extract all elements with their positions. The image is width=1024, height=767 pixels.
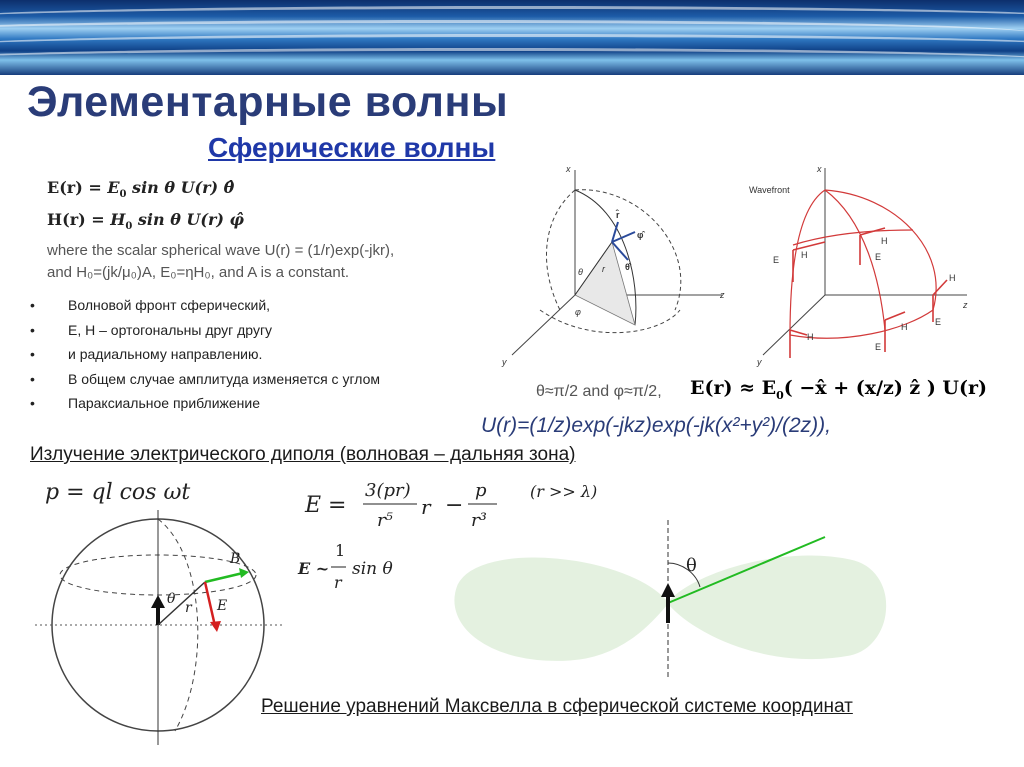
- sphere-arc: [546, 190, 575, 310]
- note-line: where the scalar spherical wave U(r) = (1/r)exp(-jkr),: [47, 242, 395, 259]
- equation-symbol: E: [107, 178, 120, 197]
- e-field-arrowhead: [210, 621, 221, 632]
- dipole-arrowhead: [661, 583, 675, 597]
- axis-z-label: z: [963, 300, 968, 310]
- equation-rhs: ( −x̂ + (x/z) ẑ ) U(r): [783, 377, 987, 399]
- axis-y-label: y: [757, 357, 762, 367]
- wavefront-label: Wavefront: [749, 185, 790, 195]
- h-label: H: [807, 332, 814, 342]
- b-field-arrow: [205, 573, 243, 582]
- radius-vector: [158, 582, 205, 625]
- e-label: E: [935, 317, 942, 327]
- equation-subscript: 0: [776, 388, 784, 402]
- dipole-moment-formula: p = ql cos ωt: [45, 480, 191, 505]
- r-label: r: [185, 600, 192, 616]
- equation-tail: sin θ U(r) θ̂: [126, 178, 235, 197]
- dipole-arrowhead: [151, 595, 165, 608]
- rhat-label: r̂: [616, 210, 620, 220]
- dipole-sphere-figure: [35, 500, 295, 750]
- e-field-arrow: [205, 582, 215, 626]
- scalar-wave-note: [47, 240, 467, 284]
- wavefront-arc: [790, 190, 825, 335]
- shaded-sector: [575, 242, 635, 325]
- formula-denominator: r⁵: [377, 510, 393, 531]
- header-banner: [0, 0, 1024, 75]
- lobe-left: [455, 558, 668, 660]
- wavefront-arc: [825, 190, 936, 310]
- h-label: H: [801, 250, 808, 260]
- paraxial-u-expression: U(r)=(1/z)exp(-jkz)exp(-jk(x²+y²)/(2z)),: [481, 414, 831, 437]
- theta-label: θ: [578, 267, 583, 277]
- h-field-arrow: [885, 312, 905, 320]
- b-label: B: [230, 551, 241, 567]
- wavefront-figure: [735, 160, 975, 370]
- equation-tail: sin θ U(r) φ̂: [132, 210, 244, 229]
- equation-lhs: E(r) =: [47, 178, 108, 197]
- note-line: and H₀=(jk/μ₀)A, E₀=ηH₀, and A is a constant.: [47, 264, 350, 281]
- h-field-arrow: [933, 280, 947, 295]
- far-field-condition: (r >> λ): [530, 482, 598, 501]
- sphere-arc: [540, 310, 680, 333]
- phihat-label: φ̂: [637, 230, 644, 240]
- e-label: E: [875, 342, 882, 352]
- page-title: Элементарные волны: [27, 78, 509, 126]
- paraxial-condition: θ≈π/2 and φ≈π/2,: [536, 383, 662, 400]
- banner-wave: [0, 48, 1024, 73]
- bullet-item: • В общем случае амплитуда изменяется с углом: [30, 371, 380, 396]
- spherical-coordinates-figure: [500, 160, 730, 370]
- approx-denominator: r: [334, 573, 342, 592]
- formula-r-vector: r: [421, 495, 431, 519]
- formula-numerator: 3(pr): [365, 480, 411, 501]
- theta-label: θ: [167, 591, 176, 607]
- e-label: E: [217, 598, 228, 614]
- e-label: E: [875, 252, 882, 262]
- axis-line: [763, 295, 825, 355]
- axis-y-label: y: [502, 357, 507, 367]
- h-label: H: [881, 236, 888, 246]
- thetahat-label: θ̂: [625, 262, 630, 272]
- theta-label: θ: [686, 555, 697, 576]
- dipole-heading: Излучение электрического диполя (волновая – дальняя зона): [30, 444, 576, 465]
- equation-lhs: E(r) ≈ E: [690, 377, 777, 399]
- formula-p: p: [475, 480, 487, 501]
- equation-h-field: [47, 210, 244, 232]
- approx-tail: sin θ: [352, 559, 393, 579]
- section-subtitle: Сферические волны: [208, 132, 496, 163]
- h-label: H: [901, 322, 908, 332]
- h-label: H: [949, 273, 956, 283]
- axis-z-label: z: [720, 290, 725, 300]
- axis-line: [512, 295, 575, 355]
- formula-r3: r³: [471, 510, 487, 531]
- phi-label: φ: [575, 307, 581, 317]
- bullet-item: • Параксиальное приближение: [30, 395, 380, 420]
- formula-minus: −: [445, 493, 464, 518]
- dipole-e-approx-formula: [298, 540, 418, 600]
- formula-lhs: E =: [305, 493, 347, 518]
- wavefront-arc: [793, 230, 913, 245]
- lobe-right: [668, 556, 886, 659]
- equation-subscript: 0: [119, 189, 127, 201]
- bullet-item: • и радиальному направлению.: [30, 346, 380, 371]
- bullet-list: [30, 297, 380, 420]
- bullet-item: • Волновой фронт сферический,: [30, 297, 380, 322]
- approx-numerator: 1: [335, 541, 346, 560]
- radius-label: r: [602, 264, 605, 274]
- maxwell-caption: Решение уравнений Максвелла в сферической системе координат: [261, 696, 853, 717]
- h-field-arrow: [790, 330, 807, 335]
- equation-subscript: 0: [125, 221, 133, 233]
- axis-x-label: x: [566, 164, 571, 174]
- equation-lhs: H(r) =: [47, 210, 111, 229]
- paraxial-approx-equation: [690, 377, 987, 402]
- equation-symbol: H: [110, 210, 126, 229]
- e-label: E: [773, 255, 780, 265]
- approx-lhs: E ~: [298, 559, 330, 578]
- equation-e-field: [47, 178, 234, 200]
- axis-x-label: x: [817, 164, 822, 174]
- bullet-item: • E, H – ортогональны друг другу: [30, 322, 380, 347]
- radiation-pattern-figure: [450, 515, 900, 685]
